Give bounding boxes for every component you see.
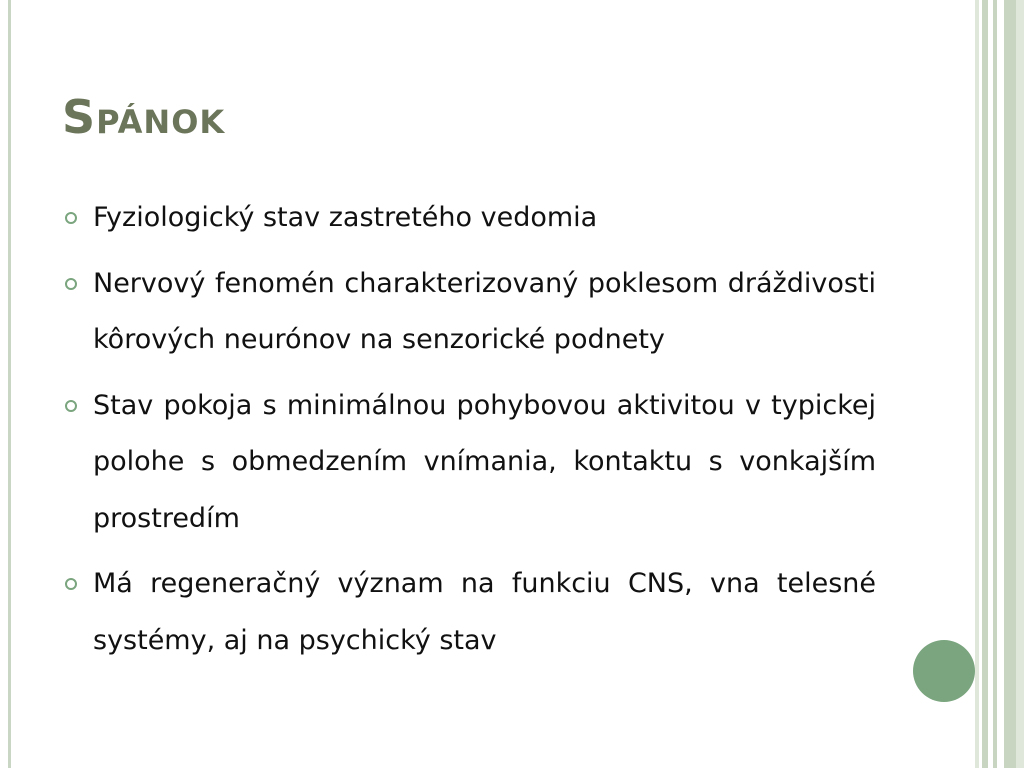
decorative-circle-icon bbox=[913, 640, 975, 702]
right-stripe-decoration bbox=[975, 0, 1024, 768]
bullet-text: Fyziologický stav zastretého vedomia bbox=[93, 202, 598, 233]
bullet-list bbox=[62, 190, 876, 678]
bullet-item bbox=[62, 190, 876, 247]
bullet-item bbox=[62, 256, 876, 369]
bullet-text: Má regeneračný význam na funkciu CNS, vna telesné systémy, aj na psychický stav bbox=[93, 568, 876, 656]
ring-bullet-icon bbox=[65, 400, 77, 412]
ring-bullet-icon bbox=[65, 212, 77, 224]
bullet-text: Stav pokoja s minimálnou pohybovou aktivitou v typickej polohe s obmedzením vnímania, kontaktu s vonkajším prostredím bbox=[93, 389, 876, 534]
bullet-item bbox=[62, 378, 876, 548]
ring-bullet-icon bbox=[65, 278, 77, 290]
ring-bullet-icon bbox=[65, 578, 77, 590]
left-border-line bbox=[8, 0, 11, 768]
bullet-text: Nervový fenomén charakterizovaný poklesom dráždivosti kôrových neurónov na senzorické podnety bbox=[93, 267, 876, 355]
slide-title: Spánok bbox=[62, 90, 226, 144]
bullet-item bbox=[62, 556, 876, 669]
